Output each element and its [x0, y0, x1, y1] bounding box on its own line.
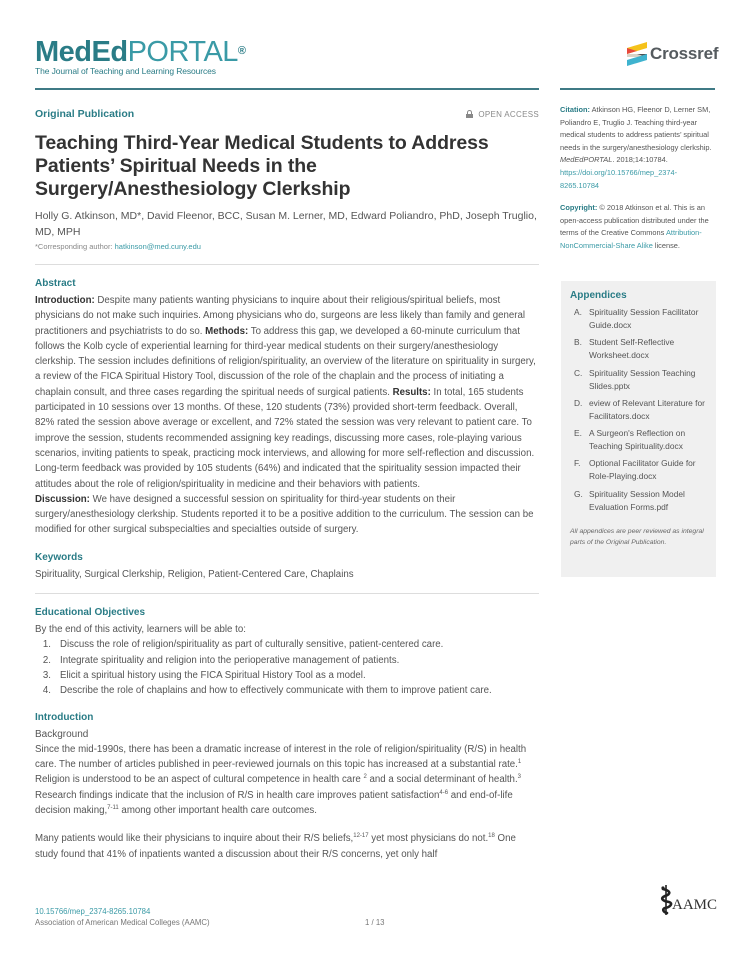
license-link[interactable]: Attribution-NonCommercial-Share Alike	[560, 228, 702, 250]
objective-item: 4. Describe the role of chaplains and how to effectively communicate with them to improve patient care.	[42, 685, 492, 697]
keywords-section	[35, 552, 539, 582]
introduction-paragraph-2: Many patients would like their physicians to inquire about their R/S beliefs,$^{12-17}$ yet most physicians do not.$^{18}$ One study found that 41% of inpatients wanted a discussion about their R/S concerns, yet only half	[35, 833, 516, 860]
appendices-panel	[561, 281, 716, 577]
appendix-item[interactable]: D. eview of Relevant Literature for Facilitators.docx	[570, 397, 708, 423]
footer-organization: Association of American Medical Colleges (AAMC)	[35, 918, 210, 927]
introduction-paragraph-1: Since the mid-1990s, there has been a dramatic increase of interest in the role of religion/spirituality (R/S) in health care. The number of articles published in peer-reviewed journals on this topic has increased at a substantial rate.$^1$ Religion is understood to be an aspect of cultural competence in health care $^2$ and a social determinant of health.$^3$ Research findings indicate that the inclusion of R/S in health care improves patient satisfaction$^{4-6}$ and end-of-life decision making,$^{7-11}$ among other important health care outcomes.	[35, 743, 527, 817]
appendix-file-link[interactable]: Spirituality Session Teaching Slides.pptx	[589, 367, 696, 391]
crossref-icon	[627, 40, 647, 68]
copyright-block: Copyright: © 2018 Atkinson et al. This is an open-access publication distributed under the terms of the Creative Commons Attribution-NonCommercial-Share Alike license.	[560, 203, 709, 250]
appendix-item[interactable]: B. Student Self-Reflective Worksheet.docx	[570, 336, 708, 362]
appendix-item[interactable]: G. Spirituality Session Model Evaluation Forms.pdf	[570, 488, 708, 514]
appendices-note: All appendices are peer reviewed as integral parts of the Original Publication.	[570, 527, 704, 546]
appendix-file-link[interactable]: Spirituality Session Model Evaluation Forms.pdf	[589, 488, 685, 512]
aamc-logo	[660, 884, 717, 916]
appendix-file-link[interactable]: Optional Facilitator Guide for Role-Playing.docx	[589, 458, 696, 482]
open-access-badge	[466, 110, 539, 119]
article-main	[35, 104, 539, 862]
abstract-text: Introduction: Despite many patients wanting physicians to inquire about their religious/spiritual beliefs, most physicians do not make such inquiries. Among physicians who do, surgeons are less likely than family and general practitioners and psychiatrists to do so. Methods: To address this gap, we developed a 60-minute curriculum that follows the Kolb cycle of experiential learning for third-year medical students on their surgery/anesthesiology clerkship. The session includes definitions of religion/spirituality, an overview of the literature on spirituality in surgery, a review of the FICA Spiritual History Tool, discussion of the role of the chaplain and the process of initiating a chaplain consult, and three cases regarding the spiritual needs of surgical patients. Results: In total, 165 students participated in 10 sessions over 13 months. Of these, 120 students (73%) provided short-term feedback. Overall, 82% rated the session above average or excellent, and 72% stated the session was very relevant to patient care. To improve the session, students recommended assigning key readings, discussing more cases, role-playing various scenarios, inviting patients to speak, practicing mock interviews, and allowing for more self-reflection and discussion. Long-term feedback was provided by 105 students (64%) and indicated that the spirituality session impacted their attitudes about the role of religion/spirituality in medicine and their behaviors with patients. Discussion: We have designed a successful session on spirituality for third-year students on their surgery/anesthesiology clerkship. Students reported it to be a positive addition to the curriculum. The session can be modified for other surgical subspecialties and specialties outside of surgery.	[35, 295, 536, 536]
medEdPortal-logo[interactable]	[35, 38, 246, 76]
appendix-item[interactable]: F. Optional Facilitator Guide for Role-Playing.docx	[570, 457, 708, 483]
header-rule-left	[35, 88, 539, 90]
objective-item: 3. Elicit a spiritual history using the FICA Spiritual History Tool as a model.	[42, 669, 366, 681]
appendices-list	[570, 306, 708, 514]
open-access-label: OPEN ACCESS	[478, 109, 539, 119]
objectives-heading: Educational Objectives	[35, 607, 146, 619]
appendix-file-link[interactable]: Spirituality Session Facilitator Guide.docx	[589, 307, 699, 330]
article-title: Teaching Third-Year Medical Students to Address Patients’ Spiritual Needs in the Surgery/Anesthesiology Clerkship	[35, 132, 489, 200]
appendix-file-link[interactable]: Student Self-Reflective Worksheet.docx	[589, 337, 675, 361]
abstract-section	[35, 278, 539, 538]
publication-type: Original Publication	[35, 108, 135, 120]
corresponding-email-link[interactable]: hatkinson@med.cuny.edu	[114, 242, 201, 251]
crossref-logo[interactable]	[627, 40, 718, 68]
keywords-heading: Keywords	[35, 551, 83, 563]
appendix-file-link[interactable]: A Surgeon's Reflection on Teaching Spirituality.docx	[589, 428, 686, 452]
citation-block: Citation: Atkinson HG, Fleenor D, Lerner SM, Poliandro E, Truglio J. Teaching third-year medical students to address patients’ spiritual needs in the surgery/anesthesiology clerkship. MedEdPORTAL. 2018;14:10784. https://doi.org/10.15766/mep_2374-8265.10784	[560, 105, 712, 190]
footer-doi-link[interactable]: 10.15766/mep_2374-8265.10784	[35, 907, 151, 916]
header-rule-right	[560, 88, 715, 90]
page-footer	[35, 906, 435, 928]
aamc-wordmark: AAMC	[672, 897, 718, 913]
publication-meta-row	[35, 104, 539, 124]
author-list: Holly G. Atkinson, MD*, David Fleenor, BCC, Susan M. Lerner, MD, Edward Poliandro, PhD, Joseph Truglio, MD, MPH	[35, 210, 537, 238]
keywords-text: Spirituality, Surgical Clerkship, Religion, Patient-Centered Care, Chaplains	[35, 568, 354, 580]
lock-icon	[466, 110, 473, 118]
appendices-heading: Appendices	[570, 290, 627, 301]
appendix-item[interactable]: A. Spirituality Session Facilitator Guide.docx	[570, 306, 708, 332]
objectives-section	[35, 607, 539, 698]
introduction-section	[35, 712, 539, 862]
citation-doi-link[interactable]: https://doi.org/10.15766/mep_2374-8265.10784	[560, 167, 678, 190]
introduction-heading: Introduction	[35, 711, 94, 723]
crossref-label: Crossref	[650, 44, 719, 63]
article-sidebar	[560, 104, 715, 253]
objective-item: 1. Discuss the role of religion/spirituality as part of culturally sensitive, patient-centered care.	[42, 639, 444, 651]
objectives-lead: By the end of this activity, learners will be able to:	[35, 624, 246, 636]
background-subheading: Background	[35, 728, 89, 740]
abstract-heading: Abstract	[35, 278, 76, 289]
objective-item: 2. Integrate spirituality and religion into the perioperative management of patients.	[42, 654, 400, 666]
section-divider	[35, 264, 539, 265]
logo-tagline: The Journal of Teaching and Learning Resources	[35, 66, 216, 76]
page-number: 1 / 13	[365, 918, 385, 927]
section-divider	[35, 593, 539, 594]
logo-wordmark: MedEdPORTAL®	[35, 36, 246, 68]
objectives-list	[35, 637, 539, 698]
corresponding-author: *Corresponding author: hatkinson@med.cuny.edu	[35, 242, 201, 251]
appendix-item[interactable]: E. A Surgeon's Reflection on Teaching Spirituality.docx	[570, 427, 708, 453]
appendix-item[interactable]: C. Spirituality Session Teaching Slides.pptx	[570, 367, 708, 393]
appendix-file-link[interactable]: eview of Relevant Literature for Facilitators.docx	[589, 397, 705, 421]
